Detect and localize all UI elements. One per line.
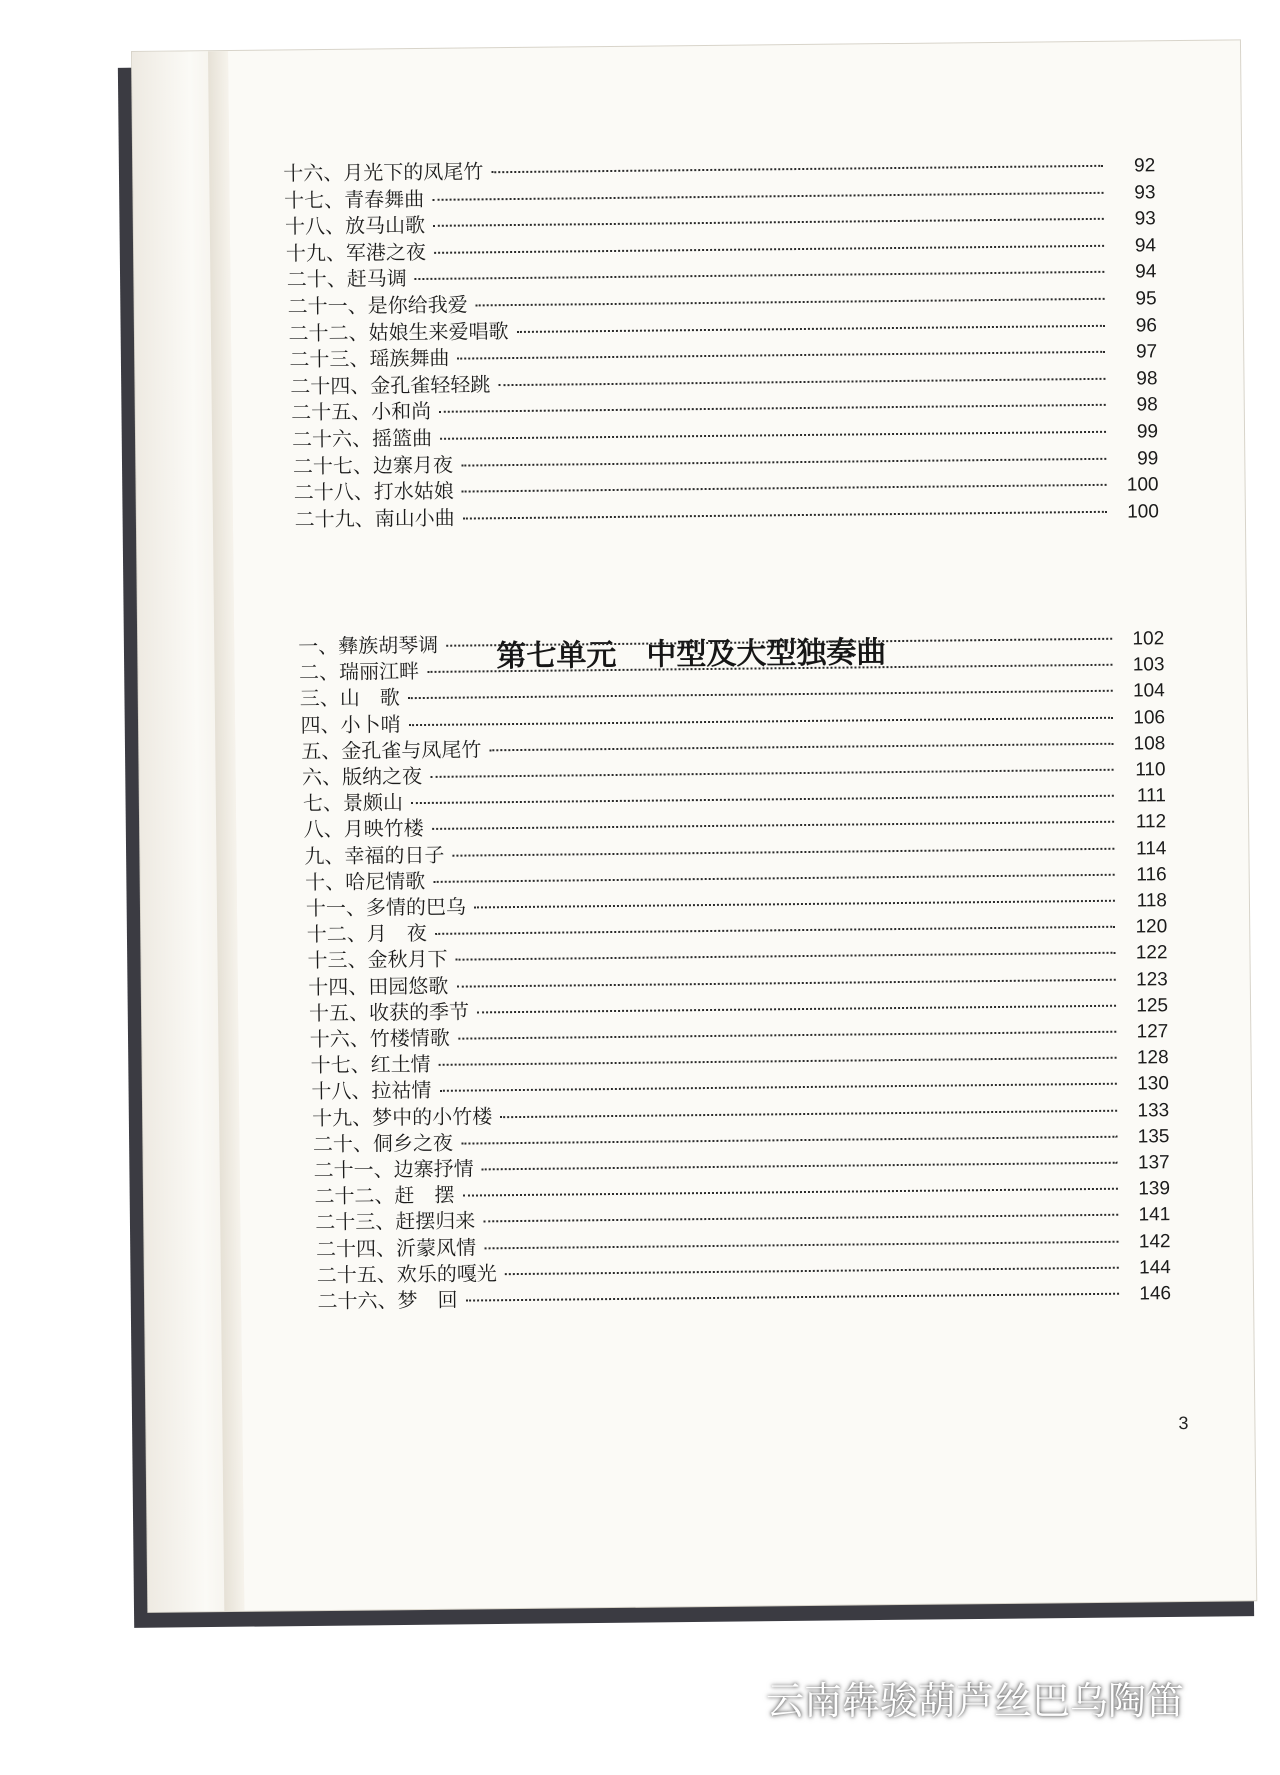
toc-leader-dots xyxy=(461,1136,1117,1145)
toc-leader-dots xyxy=(432,191,1103,200)
toc-leader-dots xyxy=(432,821,1114,830)
toc-entry-page: 106 xyxy=(1133,706,1166,729)
toc-entry-title: 一、彝族胡琴调 xyxy=(298,632,439,659)
wechat-icon xyxy=(700,1675,754,1721)
toc-entry-title: 二十八、打水姑娘 xyxy=(293,478,454,505)
toc-leader-dots xyxy=(517,324,1105,332)
toc-leader-dots xyxy=(427,664,1112,673)
toc-entry-title: 十二、月 夜 xyxy=(306,921,427,947)
book-page xyxy=(132,40,1256,1612)
toc-entry-title: 十八、拉祜情 xyxy=(311,1078,432,1104)
toc-entry-page: 100 xyxy=(1127,501,1159,523)
toc-entry-title: 十七、青春舞曲 xyxy=(284,186,425,213)
toc-leader-dots xyxy=(477,1005,1116,1014)
toc-entry-title: 九、幸福的日子 xyxy=(304,842,445,868)
toc-leader-dots xyxy=(435,926,1115,935)
toc-entry-title: 二十六、梦 回 xyxy=(317,1287,458,1314)
toc-entry-title: 二十二、赶 摆 xyxy=(314,1182,455,1209)
toc-leader-dots xyxy=(498,378,1105,386)
toc-entry-page: 110 xyxy=(1135,759,1166,781)
toc-leader-dots xyxy=(411,795,1114,804)
toc-leader-dots xyxy=(476,298,1105,307)
toc-entry-page: 99 xyxy=(1137,447,1159,470)
toc-entry-page: 92 xyxy=(1133,155,1156,177)
toc-leader-dots xyxy=(457,351,1105,360)
toc-leader-dots xyxy=(456,952,1116,961)
toc-entry-title: 八、月映竹楼 xyxy=(303,816,424,842)
toc-entry-title: 十六、竹楼情歌 xyxy=(309,1025,450,1052)
toc-entry-page: 99 xyxy=(1136,421,1159,443)
toc-entry-title: 二十九、南山小曲 xyxy=(294,505,455,532)
toc-leader-dots xyxy=(408,690,1113,699)
toc-entry-title: 二十六、摇篮曲 xyxy=(291,425,433,452)
watermark xyxy=(700,1670,1184,1725)
toc-entry-page: 108 xyxy=(1133,733,1166,755)
toc-entry-page: 137 xyxy=(1137,1152,1170,1174)
toc-entry-title: 十四、田园悠歌 xyxy=(308,973,449,999)
toc-leader-dots xyxy=(482,1162,1118,1171)
toc-entry-page: 135 xyxy=(1137,1125,1170,1148)
page-number: 3 xyxy=(1178,1413,1189,1434)
toc-entry-title: 六、版纳之夜 xyxy=(301,764,423,790)
toc-entry-title: 二十三、瑶族舞曲 xyxy=(289,345,450,372)
toc-leader-dots xyxy=(491,165,1103,173)
toc-entry-page: 142 xyxy=(1138,1230,1171,1253)
toc-leader-dots xyxy=(434,245,1104,254)
toc-leader-dots xyxy=(439,1083,1116,1092)
toc-entry-title: 二十二、姑娘生来爱唱歌 xyxy=(288,318,509,345)
toc-entry-page: 116 xyxy=(1136,864,1167,886)
toc-leader-dots xyxy=(439,404,1106,413)
toc-entry-title: 十五、收获的季节 xyxy=(308,999,470,1025)
toc-entry-page: 112 xyxy=(1135,811,1167,833)
toc-leader-dots xyxy=(433,218,1104,227)
toc-leader-dots xyxy=(462,1188,1117,1197)
toc-entry-page: 133 xyxy=(1137,1099,1170,1122)
toc-entry-title: 二十五、欢乐的嘎光 xyxy=(316,1261,497,1287)
toc-entry-title: 五、金孔雀与凤尾竹 xyxy=(301,737,482,764)
toc-entry-page: 141 xyxy=(1138,1204,1171,1226)
toc-entry-title: 十九、军港之夜 xyxy=(285,239,427,266)
toc-entry-page: 128 xyxy=(1136,1047,1169,1069)
toc-entry-page: 111 xyxy=(1136,785,1166,807)
watermark-text: 云南犇骏葫芦丝巴乌陶笛 xyxy=(766,1679,1185,1723)
toc-leader-dots xyxy=(415,271,1105,280)
toc-leader-dots xyxy=(462,484,1107,493)
toc-entry-title: 二十三、赶摆归来 xyxy=(315,1208,476,1235)
toc-entry-title: 二十七、边寨月夜 xyxy=(292,452,454,478)
toc-leader-dots xyxy=(505,1267,1119,1275)
toc-entry-title: 十三、金秋月下 xyxy=(307,947,448,973)
toc-leader-dots xyxy=(456,978,1115,987)
toc-leader-dots xyxy=(458,1031,1116,1040)
unit-heading: 第七单元 中型及大型独奏曲 xyxy=(496,635,887,675)
toc-leader-dots xyxy=(489,743,1113,752)
toc-entry-page: 93 xyxy=(1134,181,1156,204)
toc-entry-page: 94 xyxy=(1135,261,1157,283)
toc-entry-title: 十九、梦中的小竹楼 xyxy=(312,1103,493,1130)
toc-entry-title: 十八、放马山歌 xyxy=(284,213,426,239)
toc-leader-dots xyxy=(500,1109,1117,1117)
toc-leader-dots xyxy=(430,769,1113,778)
toc-entry-page: 118 xyxy=(1136,890,1168,912)
toc-entry-title: 三、山 歌 xyxy=(299,685,400,711)
toc-leader-dots xyxy=(452,847,1114,856)
toc-entry-page: 103 xyxy=(1132,654,1165,676)
toc-leader-dots xyxy=(409,716,1113,725)
toc-entry-page: 125 xyxy=(1136,995,1169,1017)
toc-entry-page: 96 xyxy=(1135,314,1158,337)
toc-leader-dots xyxy=(446,638,1112,647)
toc-entry-title: 二十、赶马调 xyxy=(286,266,407,292)
toc-entry-page: 94 xyxy=(1134,235,1157,257)
toc-entry-title: 十一、多情的巴乌 xyxy=(305,894,467,921)
toc-entry-title: 二十一、是你给我爱 xyxy=(287,292,468,319)
toc-entry-title: 二十、侗乡之夜 xyxy=(312,1130,454,1156)
toc-leader-dots xyxy=(474,900,1115,909)
toc-entry-title: 二十五、小和尚 xyxy=(291,399,432,425)
toc-entry-page: 95 xyxy=(1135,288,1157,310)
toc-entry-title: 十七、红土情 xyxy=(310,1052,431,1078)
toc-entry-title: 二十一、边寨抒情 xyxy=(313,1156,474,1183)
toc-entry-page: 100 xyxy=(1126,474,1159,496)
toc-leader-dots xyxy=(484,1240,1118,1249)
toc-leader-dots xyxy=(466,1293,1119,1302)
toc-entry-page: 120 xyxy=(1135,916,1168,938)
toc-entry-page: 114 xyxy=(1135,837,1167,860)
toc-leader-dots xyxy=(440,431,1106,440)
toc-leader-dots xyxy=(461,457,1106,466)
toc-entry-title: 十六、月光下的凤尾竹 xyxy=(283,159,484,186)
toc-leader-dots xyxy=(483,1214,1118,1223)
toc-entry-title: 二、瑞丽江畔 xyxy=(298,659,420,685)
toc-leader-dots xyxy=(433,874,1114,883)
toc-entry-page: 98 xyxy=(1136,368,1158,390)
toc-leader-dots xyxy=(439,1057,1117,1066)
toc-entry-title: 四、小卜哨 xyxy=(300,711,401,737)
toc-entry-page: 98 xyxy=(1136,394,1158,416)
toc-entry-page: 123 xyxy=(1135,968,1168,991)
toc-entry-page: 93 xyxy=(1134,208,1156,230)
toc-entry-page: 144 xyxy=(1138,1256,1171,1279)
toc-entry-page: 97 xyxy=(1135,341,1158,363)
toc-entry-page: 130 xyxy=(1137,1073,1169,1095)
toc-entry-title: 七、景颇山 xyxy=(302,790,403,816)
toc-entry-page: 139 xyxy=(1138,1178,1171,1200)
toc-entry-page: 146 xyxy=(1139,1283,1172,1305)
toc-entry-title: 二十四、沂蒙风情 xyxy=(315,1235,477,1261)
toc-entry-page: 104 xyxy=(1132,680,1165,702)
toc-entry-page: 122 xyxy=(1135,942,1168,964)
toc-entry-page: 102 xyxy=(1132,628,1165,650)
toc-entry-title: 十、哈尼情歌 xyxy=(305,868,426,895)
toc-entry-title: 二十四、金孔雀轻轻跳 xyxy=(290,372,491,399)
toc-leader-dots xyxy=(463,511,1107,520)
toc-entry-page: 127 xyxy=(1136,1021,1169,1043)
